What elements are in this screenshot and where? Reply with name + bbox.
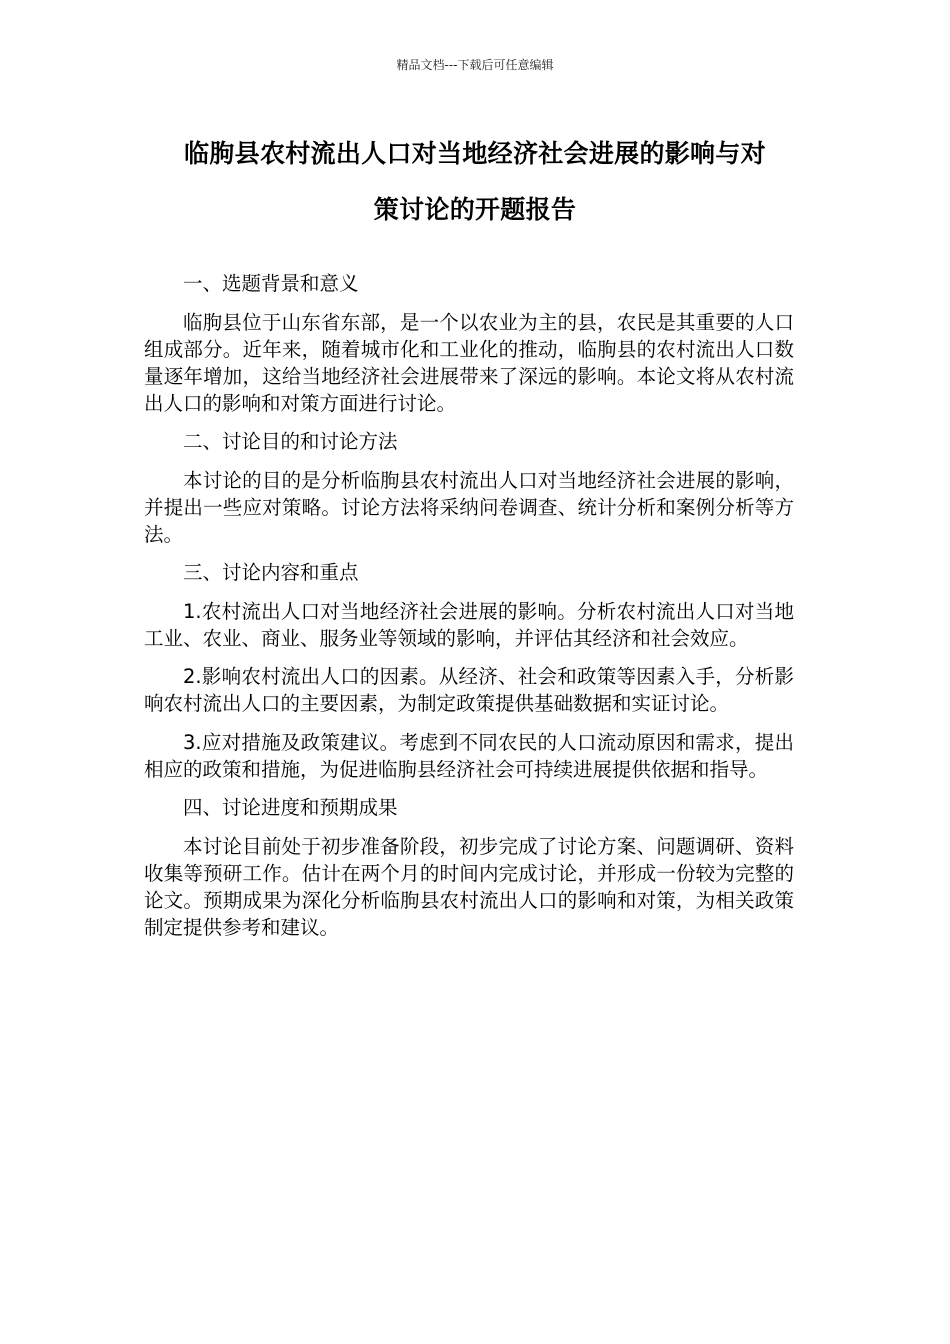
section-heading-purpose-method: 二、讨论目的和讨论方法 [183, 430, 398, 453]
section-heading-progress-results: 四、讨论进度和预期成果 [183, 796, 398, 819]
document-title [145, 126, 805, 238]
title-line-2: 策讨论的开题报告 [373, 195, 577, 224]
section-heading-background: 一、选题背景和意义 [183, 272, 359, 295]
page-header: 精品文档---下载后可任意编辑 [396, 58, 554, 72]
section-heading-content-focus: 三、讨论内容和重点 [183, 561, 359, 584]
paragraph-item-2: 2.影响农村流出人口的因素。从经济、社会和政策等因素入手，分析影响农村流出人口的主要因素，为制定政策提供基础数据和实证讨论。 [144, 665, 794, 715]
paragraph-purpose-method: 本讨论的目的是分析临朐县农村流出人口对当地经济社会进展的影响，并提出一些应对策略。讨论方法将采纳问卷调查、统计分析和案例分析等方法。 [144, 468, 794, 546]
paragraph-background: 临朐县位于山东省东部，是一个以农业为主的县，农民是其重要的人口组成部分。近年来，随着城市化和工业化的推动，临朐县的农村流出人口数量逐年增加，这给当地经济社会进展带来了深远的影响。本论文将从农村流出人口的影响和对策方面进行讨论。 [144, 310, 794, 415]
paragraph-progress-results: 本讨论目前处于初步准备阶段，初步完成了讨论方案、问题调研、资料收集等预研工作。估计在两个月的时间内完成讨论，并形成一份较为完整的论文。预期成果为深化分析临朐县农村流出人口的影响和对策，为相关政策制定提供参考和建议。 [144, 834, 794, 939]
title-line-1: 临朐县农村流出人口对当地经济社会进展的影响与对 [184, 139, 766, 168]
document-body [144, 270, 794, 952]
paragraph-item-1: 1.农村流出人口对当地经济社会进展的影响。分析农村流出人口对当地工业、农业、商业、服务业等领域的影响，并评估其经济和社会效应。 [144, 599, 794, 650]
paragraph-item-3: 3.应对措施及政策建议。考虑到不同农民的人口流动原因和需求，提出相应的政策和措施，为促进临朐县经济社会可持续进展提供依据和指导。 [144, 730, 794, 781]
